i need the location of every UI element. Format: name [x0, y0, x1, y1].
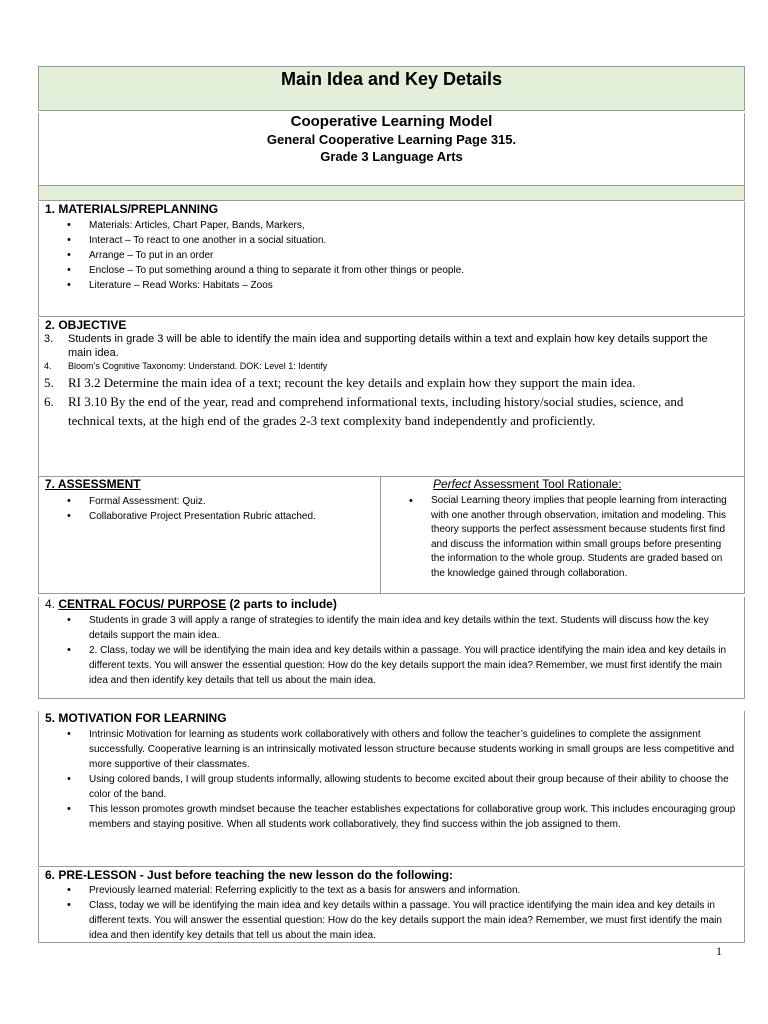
list-item: • Using colored bands, I will group students informally, allowing students to become excited about their group because of their ability to choose the color of the band.	[89, 772, 744, 802]
rationale-heading: Perfect Assessment Tool Rationale:	[433, 477, 622, 491]
model-heading: Cooperative Learning Model	[290, 113, 493, 130]
list-item: • Students in grade 3 will apply a range of strategies to identify the main idea and key details within the text. Students will discuss how the key details support the main idea.	[89, 613, 744, 643]
objective-item: 4. Bloom’s Cognitive Taxonomy: Understand. DOK: Level 1: Identify	[44, 361, 328, 371]
objective-item: 6. RI 3.10 By the end of the year, read and comprehend informational texts, including history/social studies, science, and technical texts, at the high end of the grades 2-3 text complexity band independently and proficiently.	[44, 394, 684, 428]
pre-lesson-section	[38, 868, 745, 943]
central-focus-section	[38, 597, 745, 699]
list-item: • Previously learned material: Referring explicitly to the text as a basis for answers and information.	[89, 883, 744, 898]
objective-section	[38, 318, 745, 477]
list-item: • Arrange – To put in an order	[89, 248, 744, 263]
objective-item: 5. RI 3.2 Determine the main idea of a text; recount the key details and explain how they support the main idea.	[44, 375, 636, 390]
pre-lesson-heading: 6. PRE-LESSON - Just before teaching the new lesson do the following:	[45, 868, 454, 882]
assessment-section	[38, 477, 745, 594]
central-focus-list	[39, 613, 744, 688]
list-item: • Materials: Articles, Chart Paper, Bands, Markers,	[89, 218, 744, 233]
motivation-section	[38, 711, 745, 867]
lesson-plan-document	[38, 66, 745, 943]
list-item: • Literature – Read Works: Habitats – Zoos	[89, 278, 744, 293]
materials-heading: 1. MATERIALS/PREPLANNING	[45, 202, 219, 216]
reference-heading: General Cooperative Learning Page 315.	[266, 132, 517, 147]
assessment-list	[39, 494, 380, 524]
grade-heading: Grade 3 Language Arts	[320, 149, 463, 164]
rationale-column	[381, 477, 744, 593]
list-item: • Social Learning theory implies that people learning from interacting with one another through observation, imitation and modeling. This theory supports the perfect assessment because students first find and discuss the information within small groups before presenting the information to the whole group. Students are graded based on the knowledge gained through collaboration.	[431, 494, 744, 581]
header-row	[38, 113, 745, 186]
rationale-list	[381, 494, 744, 581]
list-item: • Formal Assessment: Quiz.	[89, 494, 380, 509]
list-item: • Collaborative Project Presentation Rubric attached.	[89, 509, 380, 524]
pre-lesson-list	[39, 883, 744, 943]
spacer-row	[38, 186, 745, 201]
assessment-column	[39, 477, 381, 593]
page-number: 1	[716, 944, 722, 958]
materials-list	[39, 218, 744, 293]
motivation-heading: 5. MOTIVATION FOR LEARNING	[45, 711, 227, 725]
list-item: • Interact – To react to one another in a social situation.	[89, 233, 744, 248]
list-item: • Class, today we will be identifying the main idea and key details within a passage. You will practice identifying the main idea and key details in different texts. You will answer the essential question: How do the key details support the main idea? Remember, we must first identify the main idea and then identify key details that tell us about the main idea.	[89, 898, 744, 943]
central-focus-heading: 4. CENTRAL FOCUS/ PURPOSE (2 parts to include)	[45, 597, 337, 611]
list-item: • This lesson promotes growth mindset because the teacher establishes expectations for collaborative group work. This includes encouraging group members and staying positive. When all students work collaboratively, they find success within the job assigned to them.	[89, 802, 744, 832]
document-title: Main Idea and Key Details	[280, 69, 503, 89]
objective-item: 3. Students in grade 3 will be able to identify the main idea and supporting details within a text and explain how key details support the main idea.	[44, 333, 708, 359]
list-item: • Enclose – To put something around a thing to separate it from other things or people.	[89, 263, 744, 278]
assessment-heading: 7. ASSESSMENT	[45, 477, 141, 491]
list-item: • Intrinsic Motivation for learning as students work collaboratively with others and follow the teacher’s guidelines to complete the assignment successfully. Cooperative learning is an intrinsically motivated lesson structure because students working in small groups are less competitive and more supportive of their classmates.	[89, 727, 744, 772]
objective-heading: 2. OBJECTIVE	[45, 318, 127, 332]
materials-section	[38, 202, 745, 317]
motivation-list	[39, 727, 744, 832]
title-row	[38, 66, 745, 111]
list-item: • 2. Class, today we will be identifying the main idea and key details within a passage. You will practice identifying the main idea and key details in different texts. You will answer the essential question: How do the key details support the main idea? Remember, we must first identify the main idea and then identify key details that tell us about the main idea.	[89, 643, 744, 688]
